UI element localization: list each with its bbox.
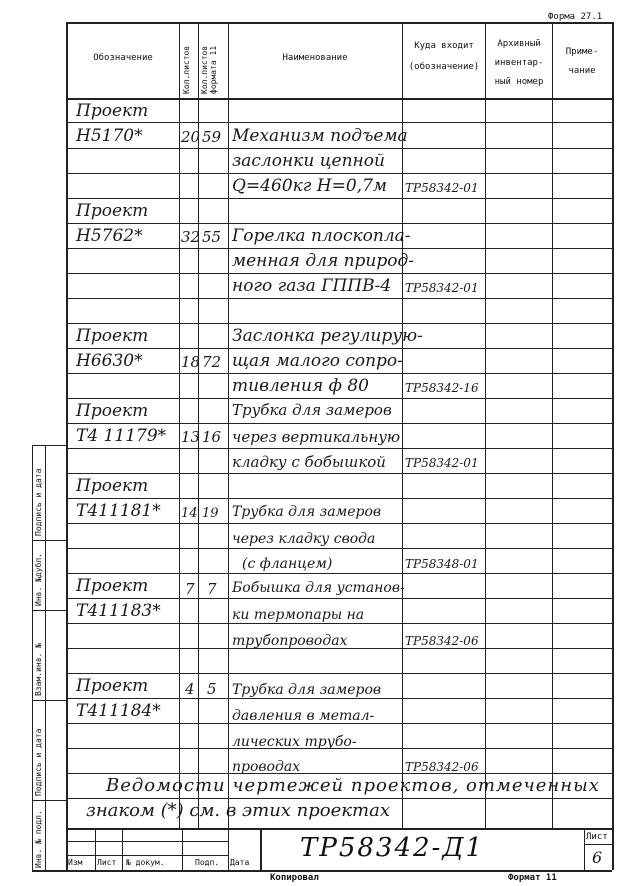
side-label-sign-date: Подпись и дата	[34, 728, 43, 796]
sheets-count: 32	[181, 228, 201, 246]
where-used: ТР58342-01	[405, 181, 479, 195]
name-line: проводах	[232, 759, 301, 775]
where-used: ТР58348-01	[405, 557, 479, 571]
sheets-count: 4	[185, 680, 195, 698]
project-label: Проект	[76, 676, 149, 696]
where-used: ТР58342-06	[405, 760, 479, 774]
project-code: Н5762*	[76, 226, 143, 246]
sheets-format: 72	[202, 353, 222, 371]
name-line: Горелка плоскопла-	[232, 226, 411, 246]
col-header-note: Приме- чание	[565, 47, 599, 76]
name-line: Трубка для замеров	[232, 401, 392, 419]
name-line: ки термопары на	[232, 607, 365, 623]
format-label: Формат 11	[508, 873, 557, 883]
project-label: Проект	[76, 576, 149, 596]
where-used: ТР58342-01	[405, 281, 479, 295]
sheet-number: 6	[592, 848, 603, 867]
name-line: тивления ф 80	[232, 376, 369, 396]
stamp-col-doc: № докум.	[126, 858, 165, 867]
name-line: через вертикальную	[232, 428, 401, 446]
name-line: кладку с бобышкой	[232, 453, 386, 471]
name-line: менная для природ-	[232, 251, 415, 271]
footnote-line-2: знаком (*) см. в этих проектах	[86, 800, 390, 821]
stamp-col-date: Дата	[230, 858, 250, 867]
name-line: Q=460кг H=0,7м	[232, 176, 387, 196]
footnote-line-1: Ведомости чертежей проектов, отмеченных	[106, 775, 600, 796]
project-label: Проект	[76, 201, 149, 221]
sheets-format: 7	[207, 580, 217, 598]
col-header-format: Кол.листов формата 11	[200, 45, 218, 94]
side-label-inv-dup: Инв. №дубл.	[34, 553, 43, 606]
name-line: ного газа ГППВ-4	[232, 276, 392, 296]
where-used: ТР58342-16	[405, 381, 479, 395]
sheets-format: 19	[202, 506, 219, 521]
col-header-archive: Архивный инвентар- ный номер	[494, 39, 544, 87]
col-header-where-used: Куда входит (обозначение)	[408, 41, 480, 72]
name-line: давления в метал-	[232, 708, 375, 724]
project-label: Проект	[76, 476, 149, 496]
side-label-inv-orig: Инв. № подл.	[34, 810, 43, 868]
project-code: Т411183*	[76, 601, 161, 621]
sheets-count: 20	[181, 128, 201, 146]
where-used: ТР58342-01	[405, 456, 479, 470]
sheets-count: 14	[181, 506, 198, 521]
project-code: Н5170*	[76, 126, 143, 146]
project-label: Проект	[76, 326, 149, 346]
col-header-sheets: Кол.листов	[182, 45, 191, 94]
name-line: Трубка для замеров	[232, 682, 382, 698]
name-line: трубопроводах	[232, 633, 348, 649]
name-line: Механизм подъема	[232, 126, 408, 146]
project-code: Т411181*	[76, 501, 161, 521]
sheet-label: Лист	[586, 832, 608, 842]
col-header-name: Наименование	[282, 53, 348, 63]
side-label-replaced-inv: Взам.инв. №	[34, 643, 43, 696]
stamp-col-sheet: Лист	[97, 858, 117, 867]
col-header-designation: Обозначение	[93, 53, 153, 63]
project-code: Н6630*	[76, 351, 143, 371]
name-line: Бобышка для установ-	[232, 580, 405, 596]
sheets-count: 7	[185, 580, 195, 598]
project-code: Т4 11179*	[76, 426, 167, 446]
sheets-format: 59	[202, 128, 222, 146]
name-line: лических трубо-	[232, 734, 357, 750]
sheets-format: 55	[202, 228, 222, 246]
project-code: Т411184*	[76, 701, 161, 721]
stamp-col-sign: Подп.	[195, 858, 220, 867]
copied-label: Копировал	[270, 873, 319, 883]
name-line: заслонки цепной	[232, 151, 385, 171]
project-label: Проект	[76, 401, 149, 421]
sheets-format: 5	[207, 680, 217, 698]
document-number: ТР58342-Д1	[300, 833, 485, 863]
form-label: Форма 27.1	[548, 12, 603, 22]
name-line: щая малого сопро-	[232, 351, 403, 371]
sheets-count: 13	[181, 428, 201, 446]
where-used: ТР58342-06	[405, 634, 479, 648]
sheets-format: 16	[202, 428, 222, 446]
name-line: через кладку свода	[232, 531, 376, 547]
name-line: Заслонка регулирую-	[232, 326, 423, 346]
sheets-count: 18	[181, 353, 201, 371]
name-line: Трубка для замеров	[232, 504, 382, 520]
side-label-sign-date-2: Подпись и дата	[34, 468, 43, 536]
stamp-col-change: Изм	[68, 858, 83, 867]
name-line: (с фланцем)	[242, 556, 333, 572]
project-label: Проект	[76, 101, 149, 121]
